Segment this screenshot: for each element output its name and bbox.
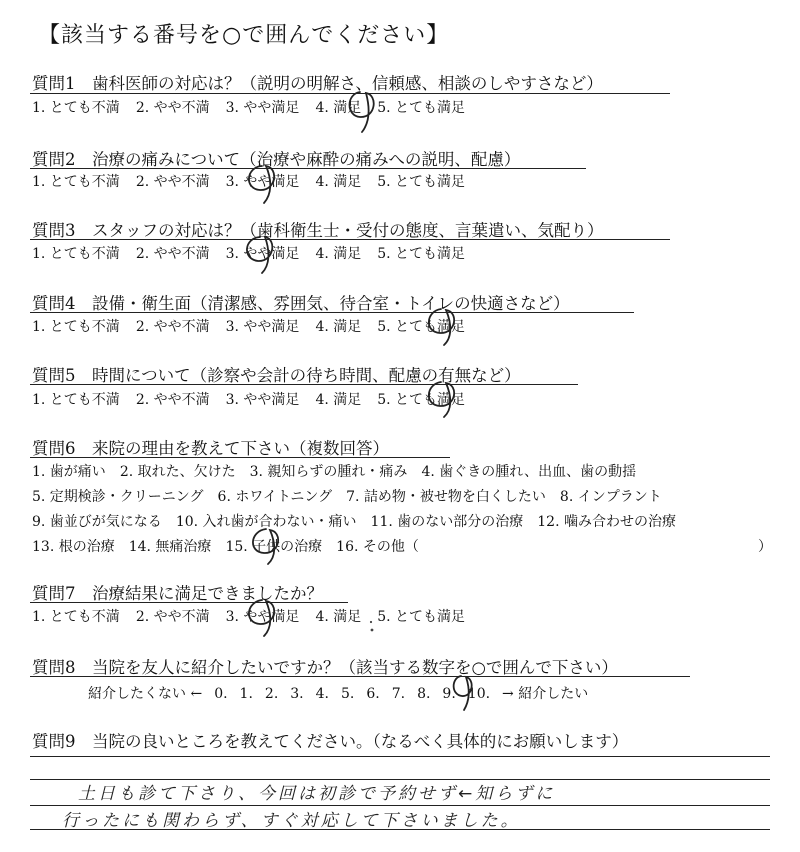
q8-left-label: 紹介したくない ← xyxy=(88,686,203,702)
handwritten-answer-line-2[interactable]: 行ったにも関わらず、すぐ対応して下さいました。 xyxy=(62,811,521,831)
question-1-underline xyxy=(30,93,670,94)
q6-other-close-paren: ） xyxy=(758,539,772,555)
q3-option-3[interactable]: 3. やや満足 xyxy=(225,246,300,262)
q6-row-3 xyxy=(32,511,690,531)
question-5-options xyxy=(32,389,481,409)
q8-scale-5[interactable]: 5. xyxy=(340,686,355,702)
question-8-title: 質問8 当院を友人に紹介したいですか？（該当する数字を○で囲んで下さい） xyxy=(32,658,618,677)
question-2-underline xyxy=(30,168,586,169)
q6-option-9[interactable]: 9. 歯並びが気になる xyxy=(32,514,162,530)
question-6-title: 質問6 来院の理由を教えて下さい（複数回答） xyxy=(32,439,389,458)
question-4-underline xyxy=(30,312,634,313)
q6-option-10[interactable]: 10. 入れ歯が合わない・痛い xyxy=(175,514,357,530)
question-5-title: 質問5 時間について（診察や会計の待ち時間、配慮の有無など） xyxy=(32,366,521,385)
q5-option-1[interactable]: 1. とても不満 xyxy=(32,392,120,408)
q6-option-3[interactable]: 3. 親知らずの腫れ・痛み xyxy=(249,464,408,480)
q8-scale xyxy=(88,683,600,703)
q4-option-2[interactable]: 2. やや不満 xyxy=(135,319,210,335)
q2-option-5[interactable]: 5. とても満足 xyxy=(377,174,466,190)
q6-row-1 xyxy=(32,461,650,481)
q5-option-4[interactable]: 4. 満足 xyxy=(315,392,362,408)
q6-option-8[interactable]: 8. インプラント xyxy=(559,489,662,505)
q1-option-3[interactable]: 3. やや満足 xyxy=(225,100,300,116)
q6-option-14[interactable]: 14. 無痛治療 xyxy=(128,539,212,555)
question-2-options xyxy=(32,171,481,191)
q8-scale-0[interactable]: 0. xyxy=(214,686,228,702)
q1-option-5[interactable]: 5. とても満足 xyxy=(377,100,466,116)
question-3-title: 質問3 スタッフの対応は？（歯科衛生士・受付の態度、言葉遣い、気配り） xyxy=(32,221,604,240)
q2-option-1[interactable]: 1. とても不満 xyxy=(32,174,120,190)
q6-option-12[interactable]: 12. 噛み合わせの治療 xyxy=(537,514,676,530)
q6-option-6[interactable]: 6. ホワイトニング xyxy=(217,489,333,505)
q8-scale-4[interactable]: 4. xyxy=(315,686,329,702)
q6-option-5[interactable]: 5. 定期検診・クリーニング xyxy=(32,489,204,505)
question-9-title: 質問9 当院の良いところを教えてください。（なるべく具体的にお願いします） xyxy=(32,732,629,751)
q8-scale-2[interactable]: 2. xyxy=(264,686,279,702)
q8-right-label: → 紹介したい xyxy=(502,686,589,702)
q6-option-7[interactable]: 7. 詰め物・被せ物を白くしたい xyxy=(346,489,546,505)
q8-scale-8[interactable]: 8. xyxy=(417,686,431,702)
q4-option-3[interactable]: 3. やや満足 xyxy=(225,319,300,335)
q7-option-4[interactable]: 4. 満足 xyxy=(315,609,362,625)
q5-option-5[interactable]: 5. とても満足 xyxy=(377,392,466,408)
q4-option-5[interactable]: 5. とても満足 xyxy=(377,319,466,335)
question-1-options xyxy=(32,97,481,117)
q8-scale-3[interactable]: 3. xyxy=(290,686,304,702)
q6-row-4 xyxy=(32,536,772,556)
q8-scale-7[interactable]: 7. xyxy=(391,686,406,702)
q8-scale-10[interactable]: 10. xyxy=(467,686,491,702)
q3-option-4[interactable]: 4. 満足 xyxy=(315,246,362,262)
q1-option-4[interactable]: 4. 満足 xyxy=(315,100,362,116)
q6-option-13[interactable]: 13. 根の治療 xyxy=(32,539,115,555)
handwritten-answer-line-1[interactable]: 土日も診て下さり、今回は初診で予約せず←知らずに xyxy=(78,784,556,804)
q3-option-2[interactable]: 2. やや不満 xyxy=(135,246,210,262)
q2-option-2[interactable]: 2. やや不満 xyxy=(135,174,210,190)
q6-option-11[interactable]: 11. 歯のない部分の治療 xyxy=(370,514,524,530)
question-1-title: 質問1 歯科医師の対応は？（説明の明解さ、信頼感、相談のしやすさなど） xyxy=(32,74,603,93)
q8-scale-9[interactable]: 9. xyxy=(442,686,456,702)
question-4-title: 質問4 設備・衛生面（清潔感、雰囲気、待合室・トイレの快適さなど） xyxy=(32,294,570,313)
question-5-underline xyxy=(30,384,578,385)
q7-option-1[interactable]: 1. とても不満 xyxy=(32,609,120,625)
q8-scale-6[interactable]: 6. xyxy=(366,686,380,702)
q6-option-2[interactable]: 2. 取れた、欠けた xyxy=(119,464,236,480)
q2-option-4[interactable]: 4. 満足 xyxy=(315,174,362,190)
answer-line-1 xyxy=(30,756,770,757)
q8-scale-1[interactable]: 1. xyxy=(239,686,253,702)
q5-option-2[interactable]: 2. やや不満 xyxy=(135,392,210,408)
q3-option-1[interactable]: 1. とても不満 xyxy=(32,246,120,262)
question-7-title: 質問7 治療結果に満足できましたか？ xyxy=(32,584,323,603)
question-6-underline xyxy=(30,457,450,458)
q2-option-3[interactable]: 3. やや満足 xyxy=(225,174,300,190)
q7-option-2[interactable]: 2. やや不満 xyxy=(135,609,210,625)
question-3-underline xyxy=(30,239,670,240)
q4-option-1[interactable]: 1. とても不満 xyxy=(32,319,120,335)
stray-mark-1 xyxy=(371,629,374,632)
q6-option-4[interactable]: 4. 歯ぐきの腫れ、出血、歯の動揺 xyxy=(421,464,637,480)
q1-option-2[interactable]: 2. やや不満 xyxy=(135,100,210,116)
question-7-underline xyxy=(30,602,348,603)
question-4-options xyxy=(32,316,481,336)
q6-row-2 xyxy=(32,486,676,506)
question-7-options xyxy=(32,606,481,626)
q4-option-4[interactable]: 4. 満足 xyxy=(315,319,362,335)
q6-option-16[interactable]: 16. その他（ xyxy=(336,539,419,555)
q5-option-3[interactable]: 3. やや満足 xyxy=(225,392,300,408)
question-8-underline xyxy=(30,676,690,677)
q7-option-3[interactable]: 3. やや満足 xyxy=(225,609,300,625)
q6-option-1[interactable]: 1. 歯が痛い xyxy=(32,464,106,480)
form-header: 【該当する番号を○で囲んでください】 xyxy=(38,23,450,48)
question-2-title: 質問2 治療の痛みについて（治療や麻酔の痛みへの説明、配慮） xyxy=(32,150,521,169)
q6-option-15[interactable]: 15. 子供の治療 xyxy=(225,539,323,555)
q7-option-5[interactable]: 5. とても満足 xyxy=(377,609,466,625)
q1-option-1[interactable]: 1. とても不満 xyxy=(32,100,120,116)
q3-option-5[interactable]: 5. とても満足 xyxy=(377,246,466,262)
question-3-options xyxy=(32,243,481,263)
